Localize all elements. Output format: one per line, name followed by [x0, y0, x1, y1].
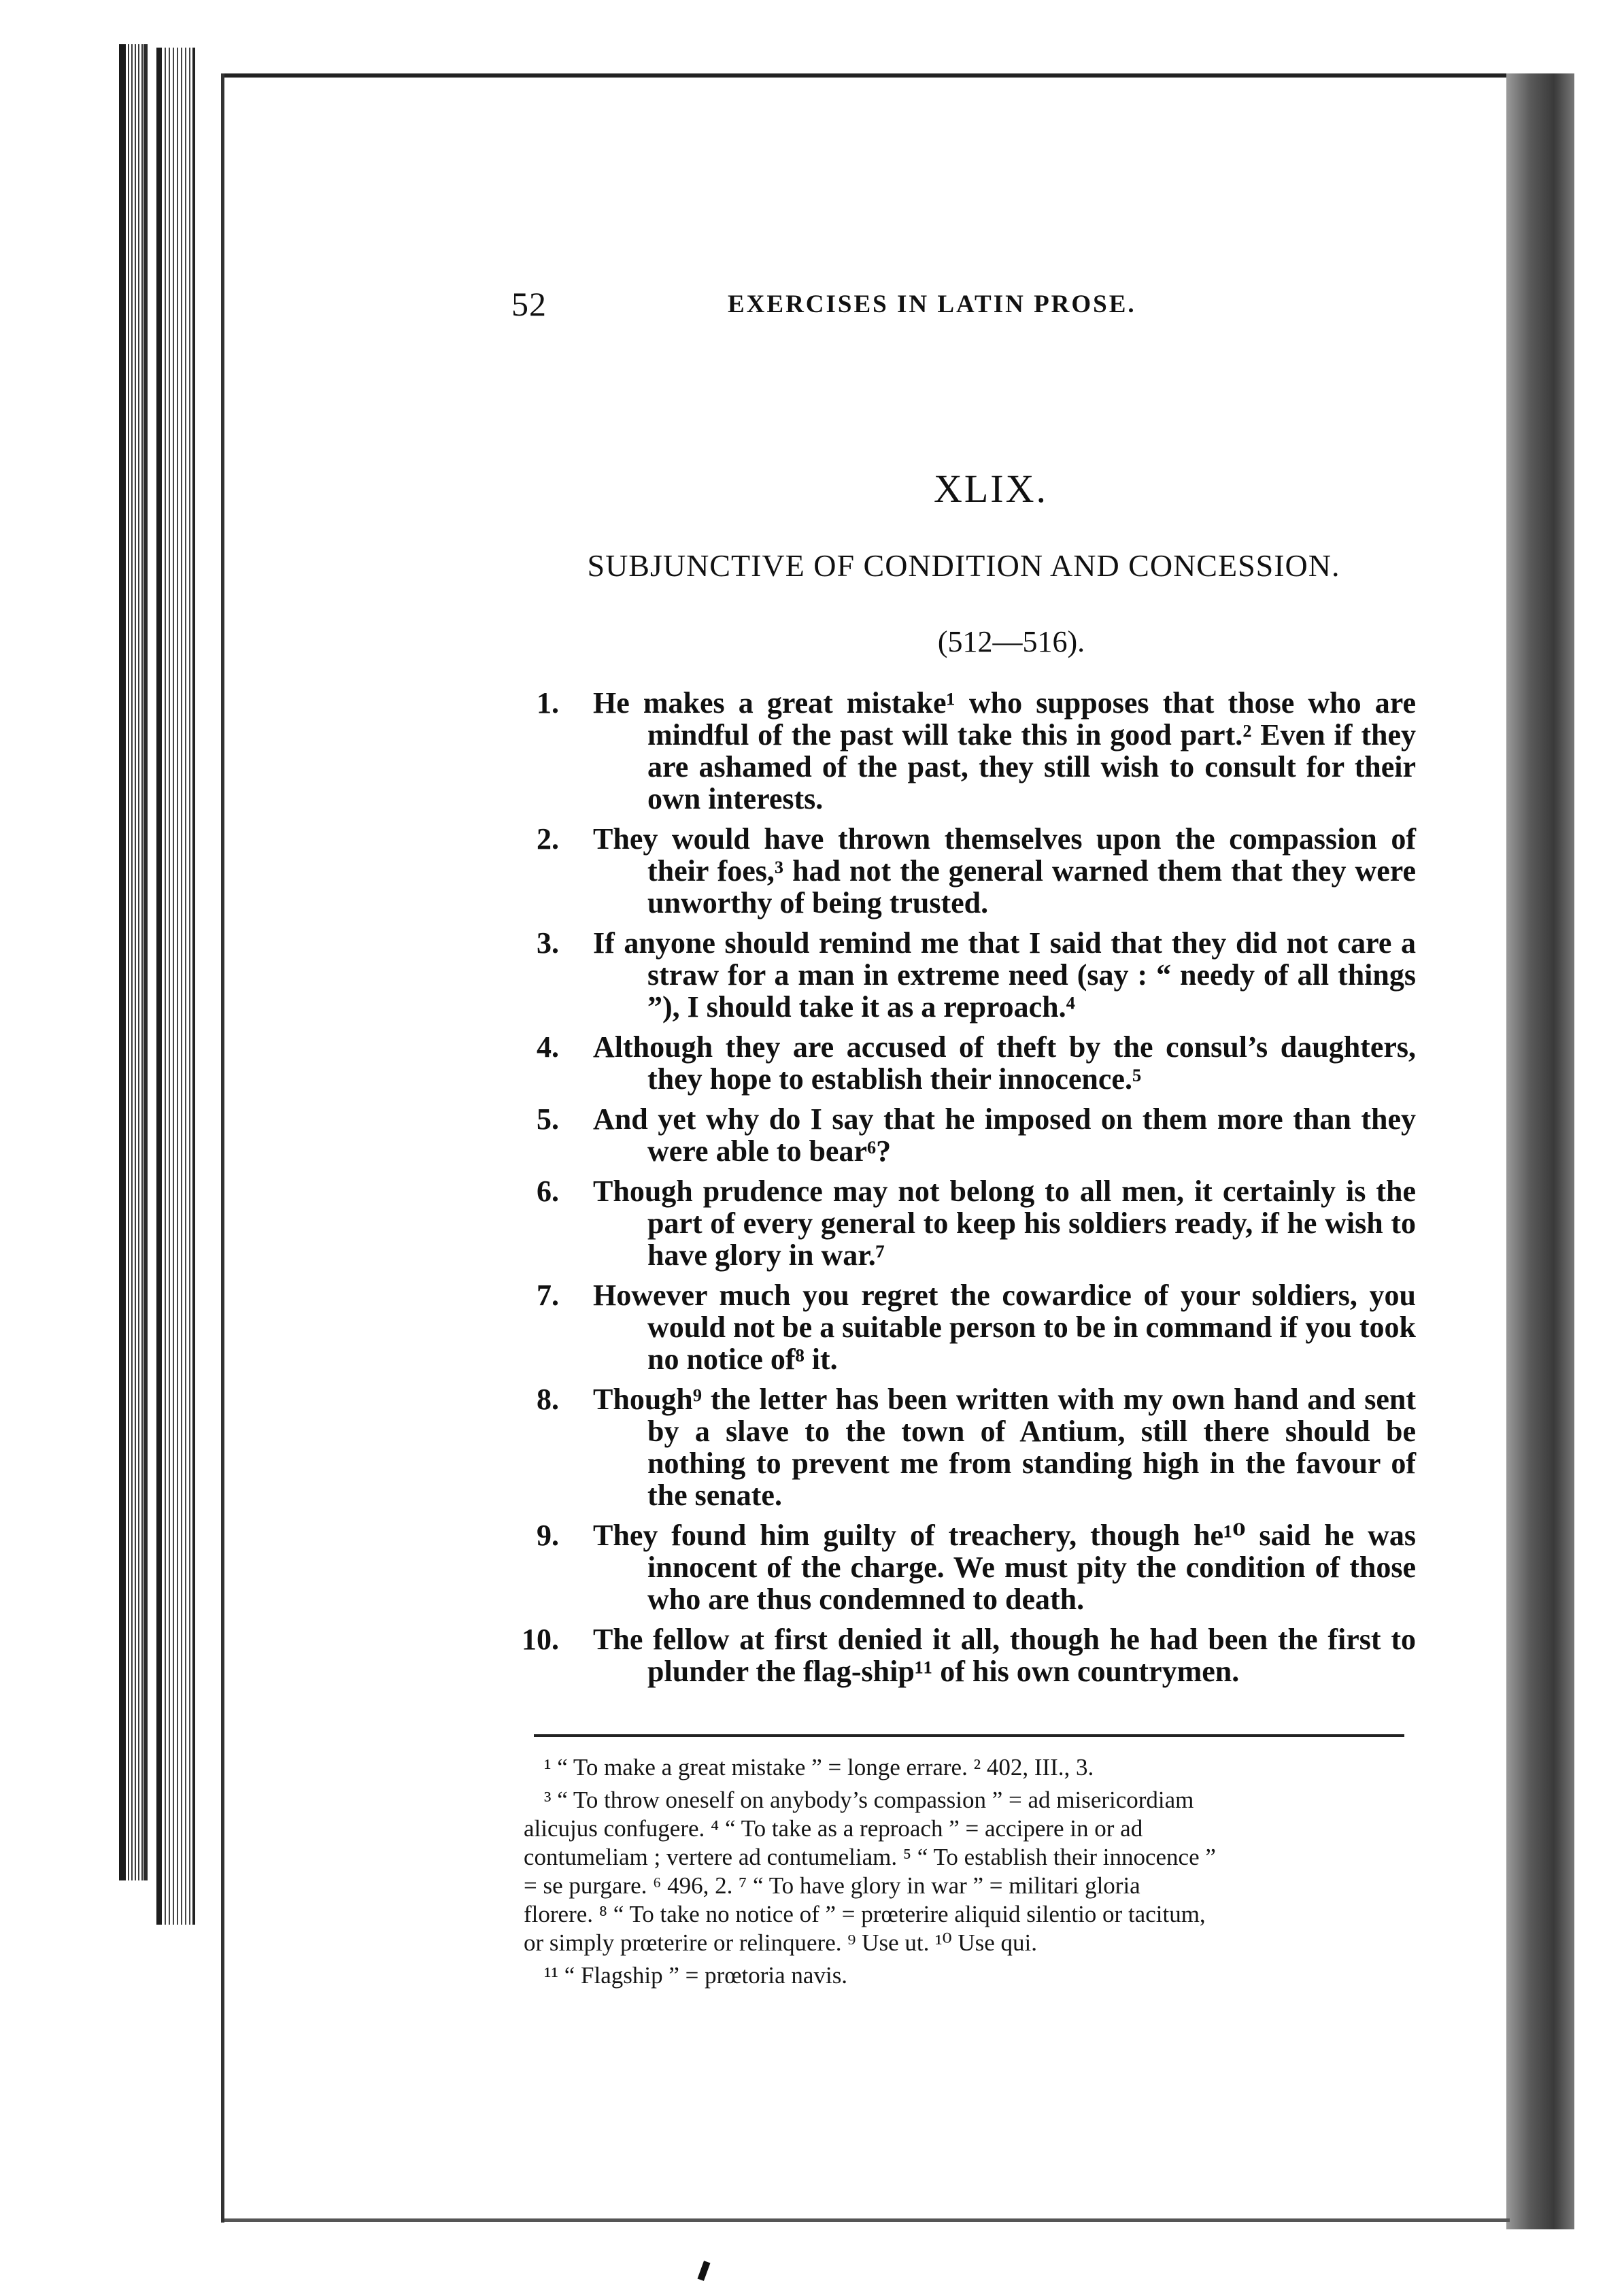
page-left-border [221, 73, 224, 2223]
exercise-text: Though prudence may not belong to all men, it certainly is the part of every general to keep his soldiers ready, if he wish to have glory in war.⁷ [593, 1175, 1416, 1272]
exercise-item [511, 1279, 1416, 1375]
exercise-text: However much you regret the cowardice of your soldiers, you would not be a suitable person to be in command if you took no notice of⁸ it. [593, 1279, 1416, 1376]
exercise-text: And yet why do I say that he imposed on them more than they were able to bear⁶? [593, 1102, 1416, 1168]
exercise-number: 10. [522, 1623, 559, 1656]
exercise-number: 9. [537, 1519, 559, 1552]
book-edge-left-inner [156, 48, 195, 1925]
exercise-text: Though⁹ the letter has been written with my own hand and sent by a slave to the town of Antium, still there should be nothing to prevent me from standing high in the favour of the senate. [593, 1383, 1416, 1512]
running-title: EXERCISES IN LATIN PROSE. [728, 290, 1136, 318]
chapter-number: XLIX. [933, 467, 1048, 511]
page-right-shadow [1506, 73, 1574, 2229]
scan-mark [698, 2261, 711, 2281]
exercise-item [511, 1175, 1416, 1271]
page-number: 52 [511, 285, 547, 323]
exercise-text: The fellow at first denied it all, though he had been the first to plunder the flag-ship¹¹ of his own countrymen. [593, 1623, 1416, 1688]
footnote-line: ³ “ To throw oneself on anybody’s compassion ” = ad misericordiam [544, 1787, 1194, 1813]
section-range: (512—516). [937, 625, 1085, 658]
exercise-list [511, 687, 1416, 1695]
exercise-number: 3. [537, 926, 559, 960]
exercise-number: 2. [537, 822, 559, 856]
running-head [511, 284, 1416, 325]
exercise-text: If anyone should remind me that I said that they did not care a straw for a man in extreme need (say : “ needy of all things ”), I should take it as a reproach.⁴ [593, 926, 1416, 1024]
footnote-line: or simply prœterire or relinquere. ⁹ Use ut. ¹⁰ Use qui. [524, 1929, 1038, 1956]
exercise-text: Although they are accused of theft by the consul’s daughters, they hope to establish their innocence.⁵ [593, 1030, 1416, 1096]
footnote-rule [534, 1734, 1404, 1737]
exercise-text: He makes a great mistake¹ who supposes that those who are mindful of the past will take this in good part.² Even if they are ashamed of the past, they still wish to consult for their own interests. [593, 686, 1416, 815]
chapter-title: SUBJUNCTIVE OF CONDITION AND CONCESSION. [587, 548, 1340, 583]
exercise-item [511, 927, 1416, 1023]
footnote-line: ¹ “ To make a great mistake ” = longe errare. ² 402, III., 3. [544, 1754, 1094, 1780]
exercise-item [511, 1623, 1416, 1687]
exercise-text: They would have thrown themselves upon the compassion of their foes,³ had not the general warned them that they were unworthy of being trusted. [593, 822, 1416, 919]
page-top-border [224, 73, 1510, 78]
scan-margin-right [1574, 20, 1624, 2296]
exercise-number: 4. [537, 1030, 559, 1064]
exercise-item [511, 1519, 1416, 1615]
footnote-line: alicujus confugere. ⁴ “ To take as a reproach ” = accipere in or ad [524, 1815, 1143, 1842]
exercise-number: 8. [537, 1383, 559, 1416]
page-bottom-border [224, 2218, 1510, 2222]
footnote-line: contumeliam ; vertere ad contumeliam. ⁵ “ To establish their innocence ” [524, 1844, 1216, 1870]
exercise-item [511, 687, 1416, 815]
exercise-number: 5. [537, 1102, 559, 1136]
footnotes [524, 1753, 1411, 1990]
footnote-line: ¹¹ “ Flagship ” = prœtoria navis. [544, 1962, 848, 1989]
footnote-line: = se purgare. ⁶ 496, 2. ⁷ “ To have glory in war ” = militari gloria [524, 1872, 1140, 1899]
exercise-item [511, 823, 1416, 919]
exercise-number: 7. [537, 1279, 559, 1312]
exercise-item [511, 1383, 1416, 1511]
exercise-text: They found him guilty of treachery, though he¹⁰ said he was innocent of the charge. We must pity the condition of those who are thus condemned to death. [593, 1519, 1416, 1616]
footnote-line: florere. ⁸ “ To take no notice of ” = prœterire aliquid silentio or tacitum, [524, 1901, 1206, 1927]
exercise-item [511, 1031, 1416, 1095]
exercise-number: 6. [537, 1175, 559, 1208]
exercise-item [511, 1103, 1416, 1167]
book-edge-left-outer [119, 44, 148, 1880]
exercise-number: 1. [537, 686, 559, 720]
